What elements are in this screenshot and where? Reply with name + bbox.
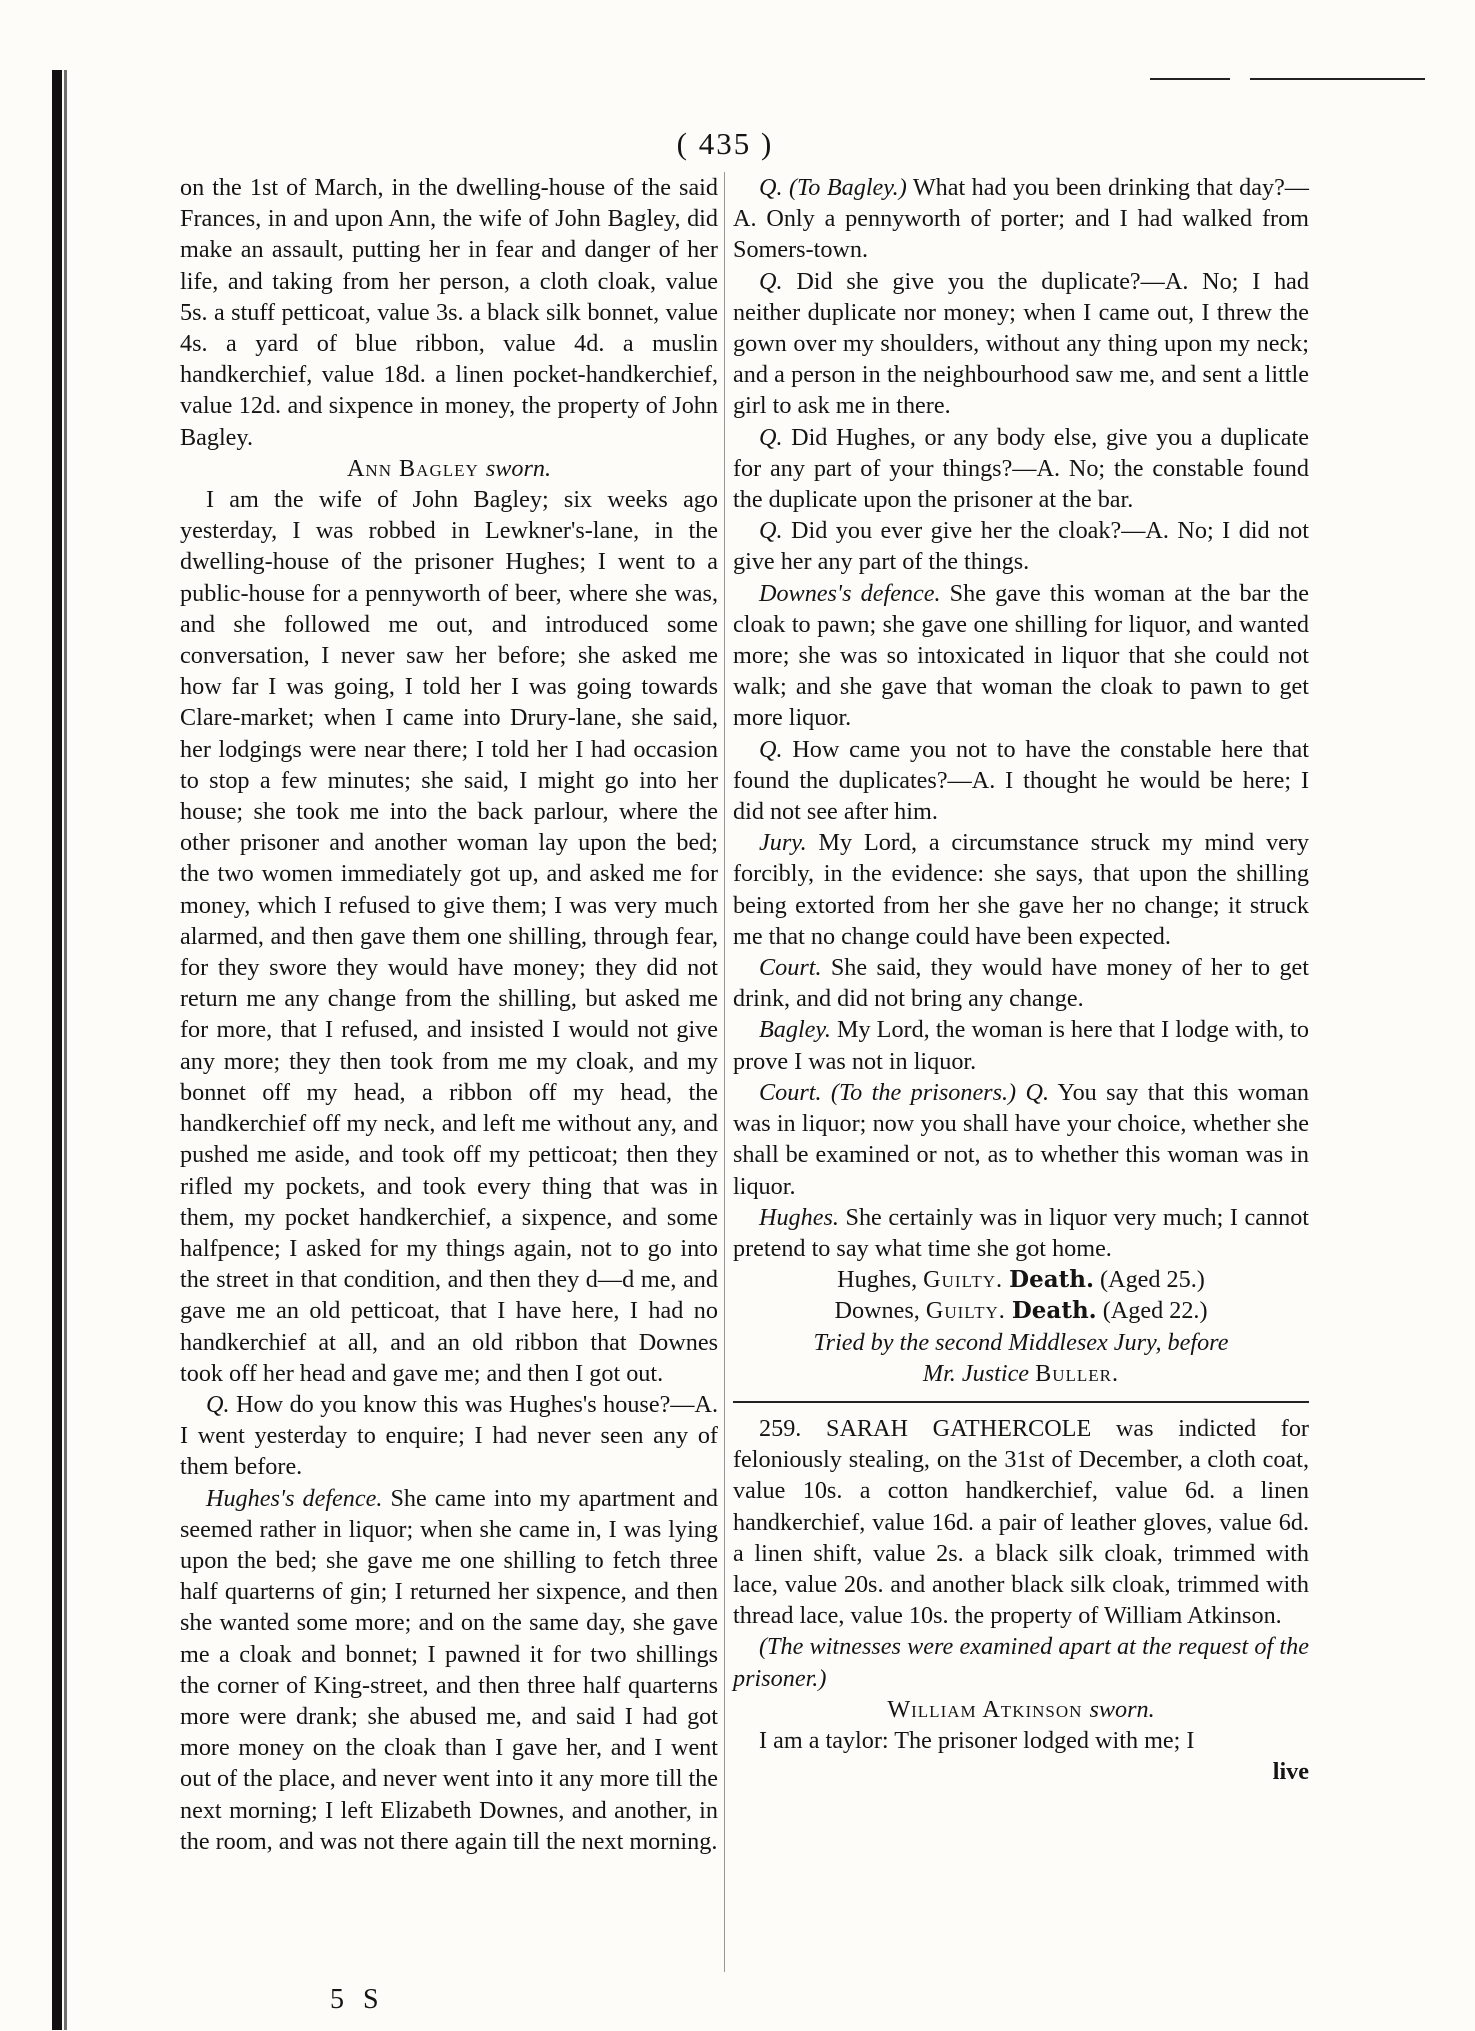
catchword: live [1272,1758,1309,1786]
left-column [180,172,718,1857]
question-text: Did you ever give her the cloak?—A. No; I did not give her any part of the things. [733,517,1309,576]
question-paragraph [733,734,1309,828]
top-rule-right [1250,78,1425,80]
new-case-indictment: 259. SARAH GATHERCOLE was indicted for feloniously stealing, on the 31st of December, a cloth coat, value 10s. a cotton handkerchief, value 6d. a linen handkerchief, value 16d. a pair of leather gloves, value 6d. a linen shift, value 2s. a black silk cloak, trimmed with lace, value 20s. and another black silk cloak, trimmed with thread lace, value 10s. the property of William Atkinson. [733,1414,1309,1630]
question-marker: Q. [759,423,783,451]
judge-line [733,1358,1309,1389]
prisoner-name: Downes, [834,1297,920,1325]
defence-label: Downes's defence. [759,579,941,607]
question-text: How came you not to have the constable here that found the duplicates?—A. I thought he would be here; I did not see after him. [733,735,1310,826]
question-paragraph [180,1389,718,1483]
prisoner-age: (Aged 22.) [1102,1297,1208,1325]
court-paragraph [733,952,1309,1014]
indictment-continuation: on the 1st of March, in the dwelling-house of the said Frances, in and upon Ann, the wife of John Bagley, did make an assault, putting her in fear and danger of her life, and taking from her person, a cloth cloak, value 5s. a stuff petticoat, value 3s. a black silk bonnet, value 4s. a yard of blue ribbon, value 4d. a muslin handkerchief, value 18d. a linen pocket-handkerchief, value 12d. and sixpence in money, the property of John Bagley. [180,174,718,451]
question-marker: Q. [206,1390,230,1418]
defence-label: Hughes's defence. [206,1484,383,1512]
testimony-paragraph: I am a taylor: The prisoner lodged with me; I [759,1726,1195,1754]
witness-note: (The witnesses were examined apart at the request of the prisoner.) [733,1633,1309,1692]
sentence: Death. [1009,1266,1094,1294]
prisoner-age: (Aged 25.) [1100,1266,1205,1294]
witness-heading [733,1694,1309,1725]
question-text: How do you know this was Hughes's house?—A. I went yesterday to enquire; I had never seen any of them before. [180,1390,719,1481]
speaker-text: My Lord, the woman is here that I lodge with, to prove I was not in liquor. [733,1016,1309,1075]
defence-paragraph [733,578,1309,734]
verdict: Guilty. [925,1297,1006,1325]
verdict-line [733,1295,1309,1326]
speaker-label: Bagley. [759,1016,831,1044]
top-rule-left [1150,78,1230,80]
speaker-text: My Lord, a circumstance struck my mind very forcibly, in the evidence: she says, that upon the shilling being extorted from her she gave her no change; it struck me that no change could have been expected. [733,829,1309,950]
question-paragraph [733,172,1309,266]
page-number: ( 435 ) [676,126,774,161]
speaker-text: You say that this woman was in liquor; now you shall have your choice, whether she shall be examined or not, as to whether this woman was in liquor. [733,1078,1310,1200]
judge-title: Mr. Justice [922,1359,1030,1387]
witness-sworn: sworn. [1089,1695,1155,1723]
question-addressee: (To Bagley.) [789,174,907,201]
witness-name: Ann Bagley [346,454,479,482]
verdict-line [733,1264,1309,1295]
tried-by-line: Tried by the second Middlesex Jury, before [813,1328,1229,1356]
testimony-paragraph: I am the wife of John Bagley; six weeks ago yesterday, I was robbed in Lewkner's-lane, in the dwelling-house of the prisoner Hughes; I went to a public-house for a pennyworth of beer, where she was, and she followed me out, and introduced some conversation, I never saw her before; she asked me how far I was going, I told her I was going towards Clare-market; when I came into Drury-lane, she said, her lodgings were near there; I told her I had occasion to stop a few minutes; she said, I might go into her house; she took me into the back parlour, where the other prisoner and another woman lay upon the bed; the two women immediately got up, and asked me for money, which I refused to give them; I was very much alarmed, and then gave them one shilling, through fear, for they swore they would have money; they did not return me any change from the shilling, but asked me for more, that I refused, and insisted I would not give any more; they then took from me my cloak, and my bonnet off my head, a ribbon off my head, the handkerchief off my neck, and left me without any, and pushed me aside, and took off my petticoat; then they rifled my pockets, and took every thing that was in them, my pocket handkerchief, a sixpence, and some halfpence; I asked for my things again, not to go into the street in that condition, and then they d—d me, and gave me an old petticoat, that I have here, I had no handkerchief at all, and an old ribbon that Downes took off her head and gave me; and then I got out. [180,486,718,1387]
prisoner-name: Hughes, [837,1266,918,1294]
witness-sworn: sworn. [485,454,552,482]
binding-edge-shadow [64,70,67,2030]
right-column [733,172,1309,1787]
court-paragraph [733,1077,1309,1202]
defence-paragraph [180,1483,718,1857]
speaker-label: Jury. [759,829,807,857]
jury-paragraph [733,827,1309,952]
defence-text: She came into my apartment and seemed rather in liquor; when she came in, I was lying upon the bed; she gave me one shilling to fetch three half quarterns of gin; I returned her sixpence, and then she wanted some more; and on the same day, she gave me a cloak and bonnet; I pawned it for two shillings the corner of King-street, and then three half quarterns more were drank; she abused me, and said I had got more money on the cloak than I gave her, and I went out of the place, and never went into it any more till the next morning; I left Elizabeth Downes, and another, in the room, and was not there again till the next morning. [180,1484,719,1855]
question-marker: Q. [759,267,783,295]
witness-name: William Atkinson [887,1695,1083,1723]
question-text: Did she give you the duplicate?—A. No; I had neither duplicate nor money; when I came out, I threw the gown over my shoulders, without any thing upon my neck; and a person in the neighbourhood saw me, and sent a little girl to ask me in there. [733,267,1310,420]
question-marker: Q. [759,174,783,201]
speaker-label: Court. [759,954,822,982]
question-marker: Q. [759,517,783,545]
question-marker: Q. [759,735,783,763]
speaker-text: She said, they would have money of her to get drink, and did not bring any change. [733,954,1309,1013]
question-text: What had you been drinking that day?—A. Only a pennyworth of porter; and I had walked from Somers-town. [733,174,1309,264]
question-text: Did Hughes, or any body else, give you a duplicate for any part of your things?—A. No; the constable found the duplicate upon the prisoner at the bar. [733,423,1309,514]
witness-heading [180,453,718,484]
bagley-paragraph [733,1014,1309,1076]
binding-edge [52,70,62,2030]
question-marker: Q. [1025,1078,1050,1106]
verdict: Guilty. [923,1266,1004,1294]
signature-mark: 5 S [330,1984,385,2015]
hughes-paragraph [733,1202,1309,1264]
speaker-label: Hughes. [759,1203,839,1231]
case-separator [733,1401,1309,1403]
speaker-label: Court. (To the prisoners.) [759,1078,1017,1106]
question-paragraph [733,515,1309,577]
defence-text: She gave this woman at the bar the cloak to pawn; she gave one shilling for liquor, and wanted more; she was so intoxicated in liquor that she could not walk; and she gave that woman the cloak to pawn to get more liquor. [733,579,1310,732]
column-divider [724,172,725,1972]
sentence: Death. [1011,1297,1097,1325]
judge-name: Buller. [1035,1359,1120,1387]
speaker-text: She certainly was in liquor very much; I cannot pretend to say what time she got home. [733,1203,1310,1262]
question-paragraph [733,422,1309,516]
question-paragraph [733,266,1309,422]
